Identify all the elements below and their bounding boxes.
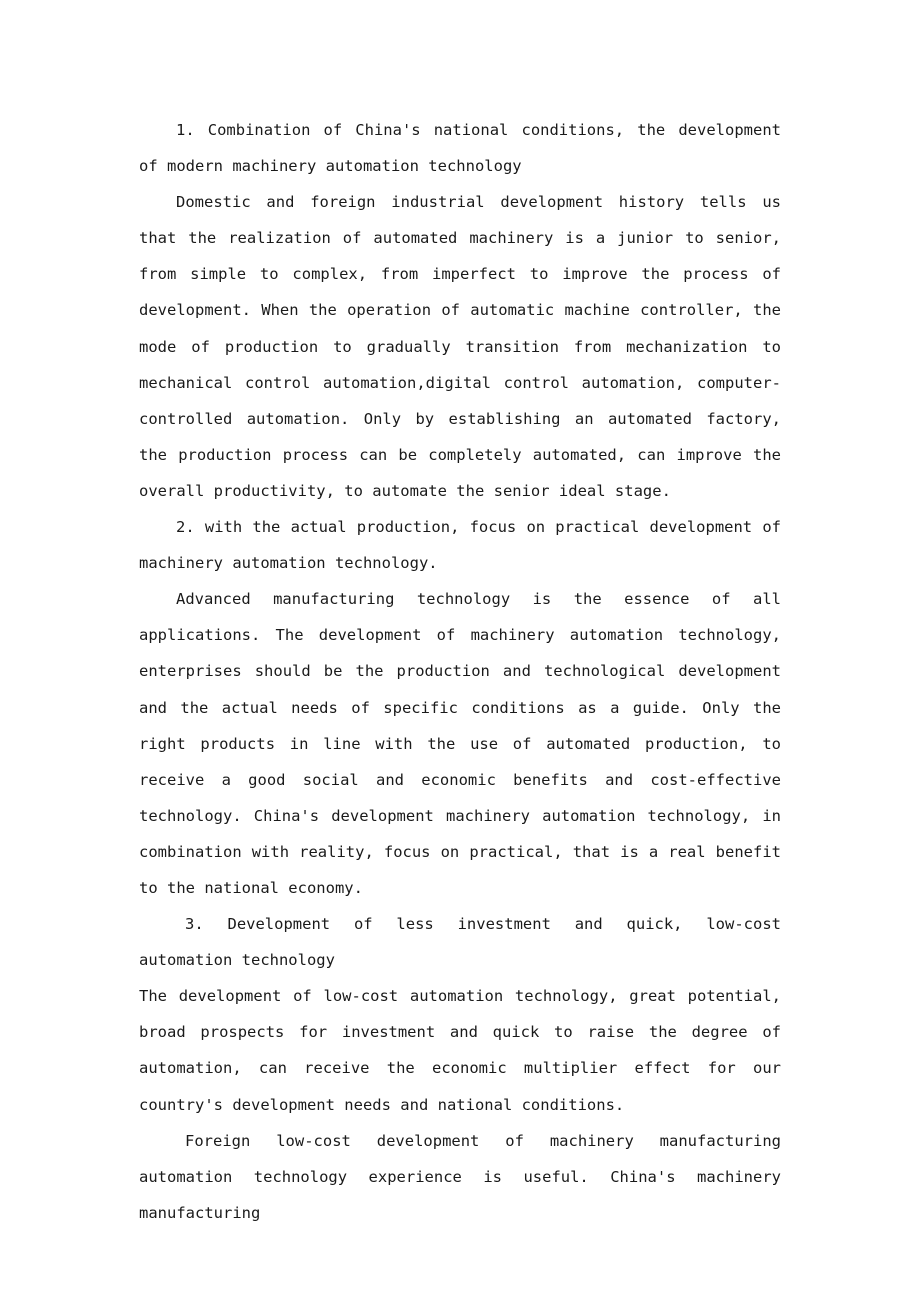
paragraph-foreign-experience: Foreign low-cost development of machinery manufacturing automation technology experience is useful. China's machinery manufacturing <box>139 1131 781 1222</box>
paragraph-advanced-manufacturing: Advanced manufacturing technology is the essence of all applications. The development of machinery automation technology, enterprises should be the production and technological development and the actual needs of specific conditions as a guide. Only the right products in line with the use of automated production, to receive a good social and economic benefits and cost-effective technology. China's development machinery automation technology, in combination with reality, focus on practical, that is a real benefit to the national economy. <box>139 590 781 897</box>
document-body <box>139 112 781 1231</box>
heading-national-conditions: 1. Combination of China's national conditions, the development of modern machinery automation technology <box>139 121 781 176</box>
paragraph-development-history: Domestic and foreign industrial development history tells us that the realization of automated machinery is a junior to senior, from simple to complex, from imperfect to improve the process of development. When the operation of automatic machine controller, the mode of production to gradually transition from mechanization to mechanical control automation,digital control automation, computer-controlled automation. Only by establishing an automated factory, the production process can be completely automated, can improve the overall productivity, to automate the senior ideal stage. <box>139 193 781 500</box>
heading-low-cost-automation: 3. Development of less investment and quick, low-cost automation technology <box>139 915 781 970</box>
heading-actual-production: 2. with the actual production, focus on practical development of machinery automation technology. <box>139 518 781 573</box>
paragraph-low-cost-potential: The development of low-cost automation technology, great potential, broad prospects for investment and quick to raise the degree of automation, can receive the economic multiplier effect for our country's development needs and national conditions. <box>139 987 781 1114</box>
